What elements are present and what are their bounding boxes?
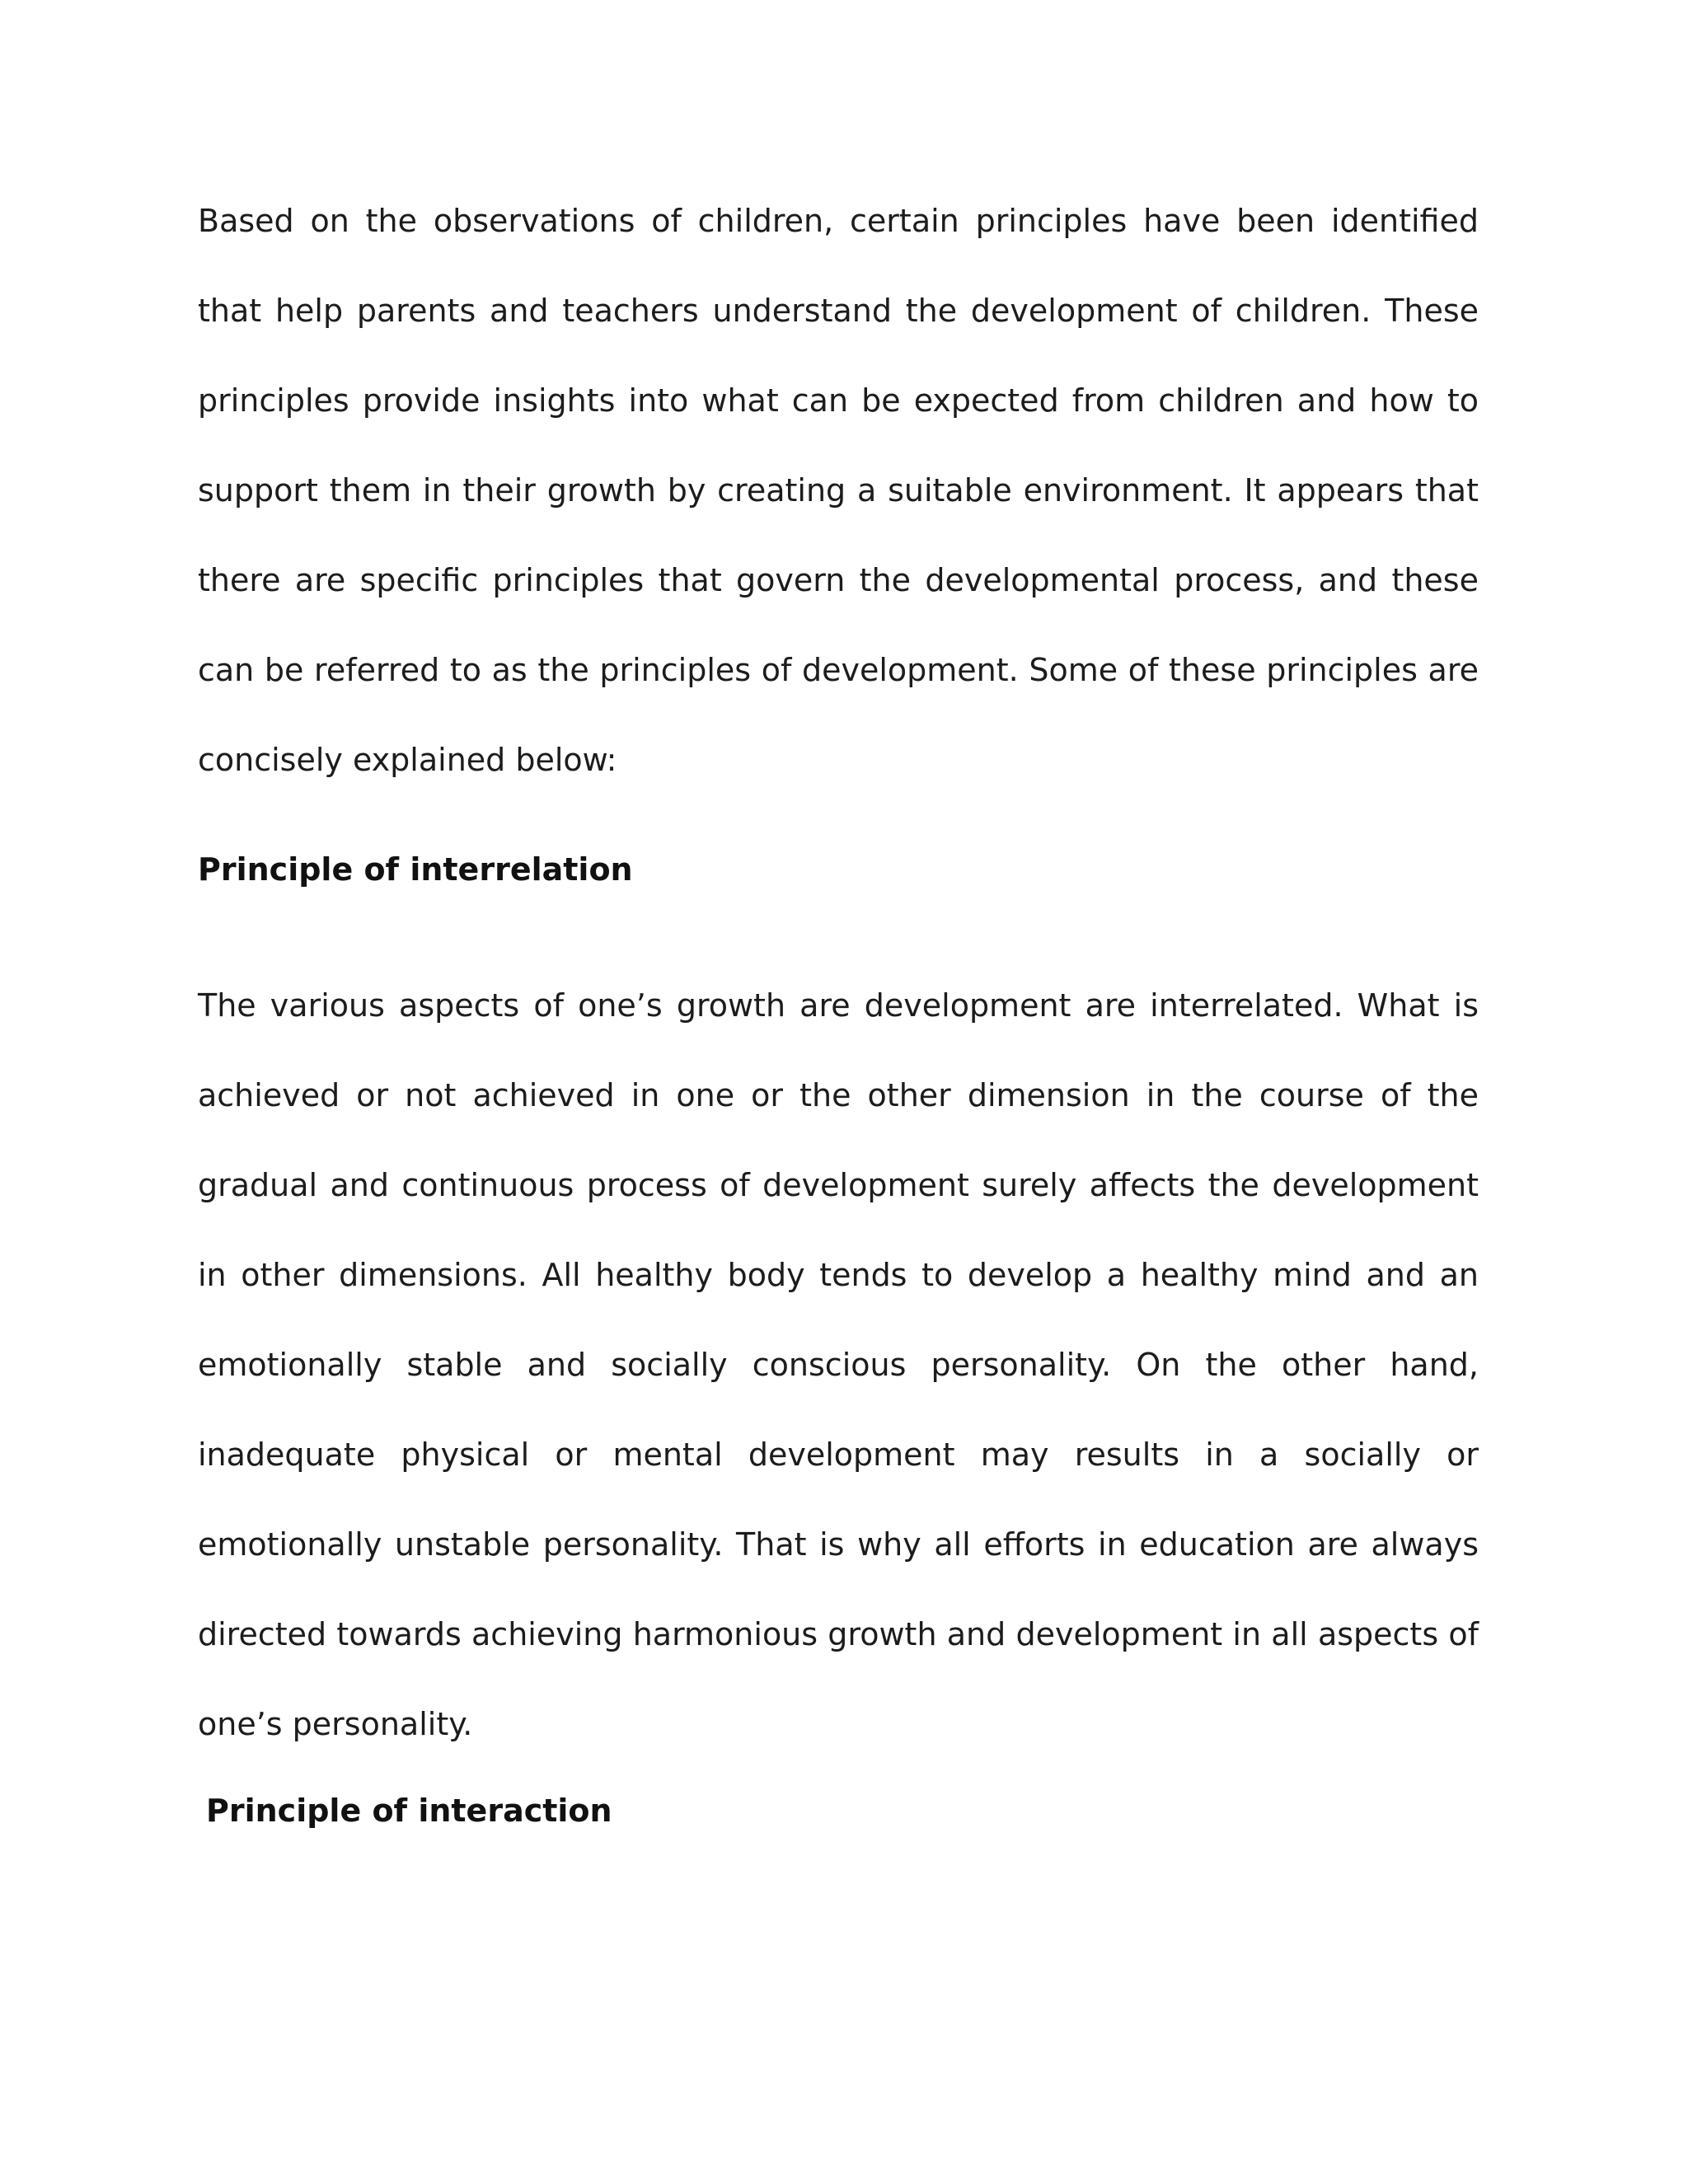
- section-heading-interaction: Principle of interaction: [206, 1793, 612, 1829]
- section-heading-interrelation: Principle of interrelation: [198, 851, 633, 888]
- section-paragraph-interrelation: The various aspects of one’s growth are development are interrelated. What is achieved or not achieved in one or the other dimension in the course of the gradual and continuous process of development surely affects the development in other dimensions. All healthy body tends to develop a healthy mind and an emotionally stable and socially conscious personality. On the other hand, inadequate physical or mental development may results in a socially or emotionally unstable personality. That is why all efforts in education are always directed towards achieving harmonious growth and development in all aspects of one’s personality.: [198, 987, 1479, 1742]
- intro-paragraph: Based on the observations of children, certain principles have been identified that help parents and teachers understand the development of children. These principles provide insights into what can be expected from children and how to support them in their growth by creating a suitable environment. It appears that there are specific principles that govern the developmental process, and these can be referred to as the principles of development. Some of these principles are concisely explained below:: [198, 203, 1479, 778]
